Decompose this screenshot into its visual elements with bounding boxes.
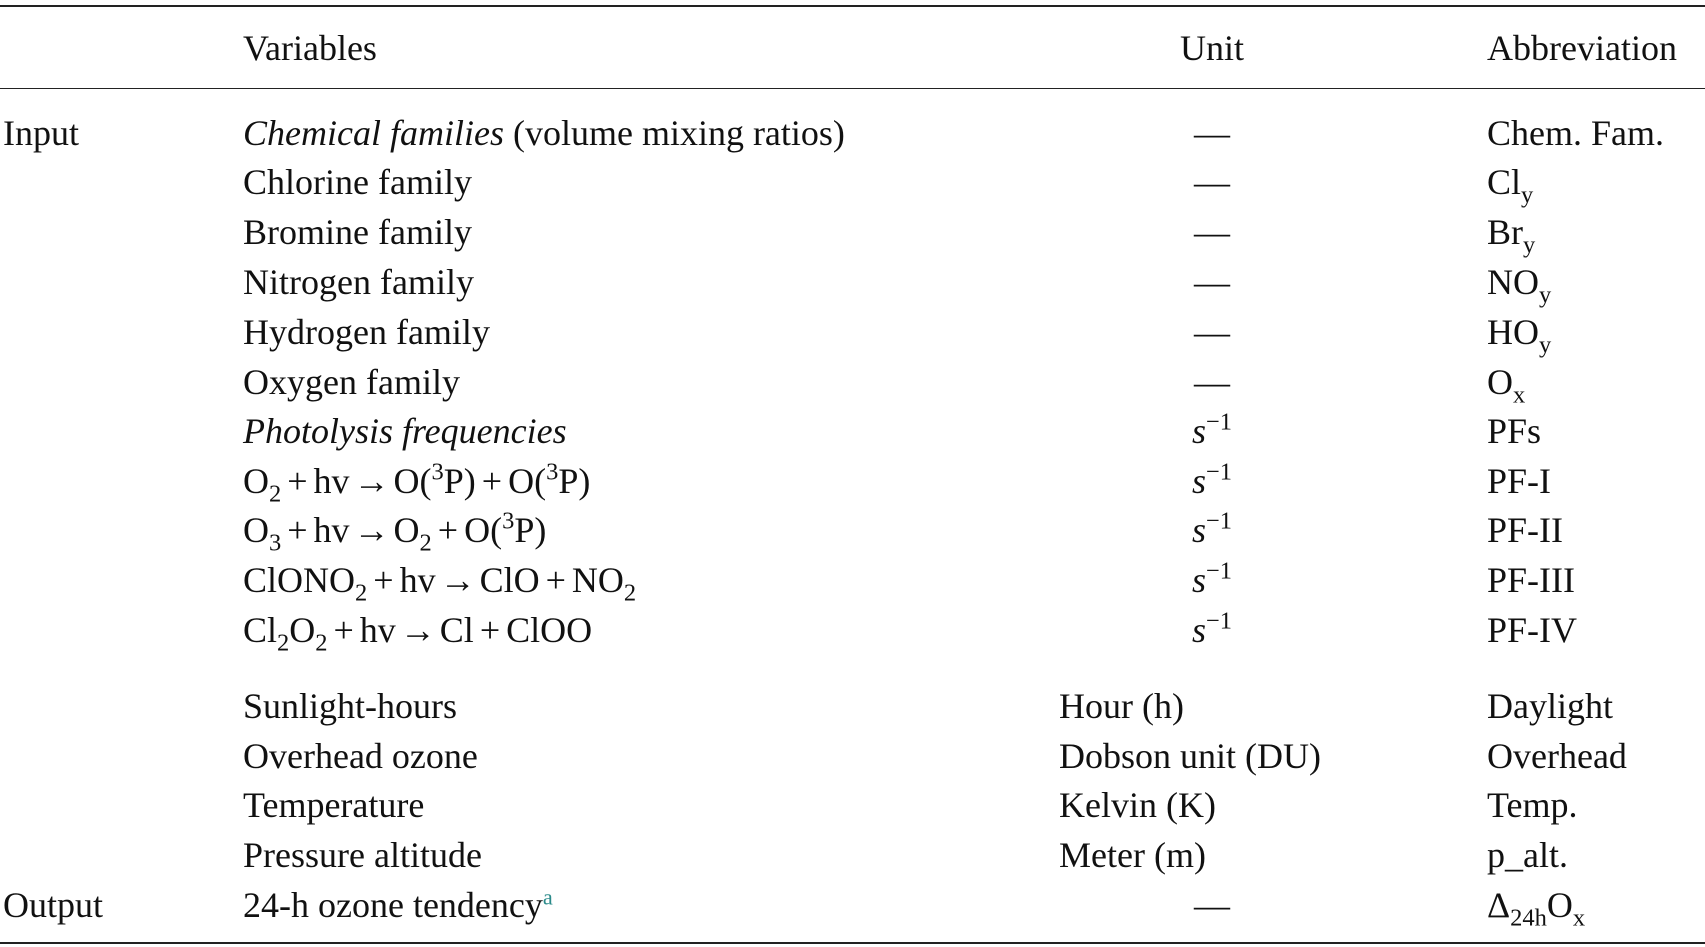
row-tendency-name: 24-h ozone tendency$^a$	[243, 884, 553, 925]
row-oxygen-unit: —	[1194, 362, 1230, 402]
section-output-label: Output	[3, 885, 104, 925]
row-temperature-unit: Kelvin (K)	[1059, 785, 1216, 825]
row-pf3-equation: ClONO$_2$ + hv → ClO + $NO_2$	[243, 560, 637, 607]
row-pf2-unit: $s^{-1}$	[1191, 507, 1233, 550]
row-photolysis-name: Photolysis frequencies	[243, 411, 567, 451]
row-bromine-name: Bromine family	[243, 212, 472, 252]
row-pf1-unit: $s^{-1}$	[1191, 458, 1233, 501]
bottom-rule	[0, 942, 1705, 944]
row-pf4-abbr: PF-IV	[1487, 610, 1578, 650]
row-nitrogen-abbr: $NO_y$	[1487, 262, 1552, 309]
row-nitrogen-unit: —	[1194, 262, 1230, 302]
header-unit: Unit	[1179, 28, 1245, 68]
row-pressure-abbr: p_alt.	[1487, 835, 1568, 875]
top-rule	[0, 5, 1705, 7]
row-pf2-equation: $O_3$ + hv → $O_2 + O(^3P)$	[243, 507, 547, 557]
row-chlorine-unit: —	[1194, 162, 1230, 202]
row-photolysis-unit: $s^{-1}$	[1191, 408, 1233, 451]
header-rule	[0, 88, 1705, 89]
row-sunlight-name: Sunlight-hours	[243, 686, 458, 726]
row-pressure-name: Pressure altitude	[243, 835, 482, 875]
header-abbreviation: Abbreviation	[1487, 28, 1677, 68]
row-nitrogen-name: Nitrogen family	[243, 262, 474, 302]
row-pressure-unit: Meter (m)	[1059, 835, 1206, 875]
row-chem-families-abbr: Chem. Fam.	[1487, 113, 1664, 153]
row-overhead-unit: Dobson unit (DU)	[1059, 736, 1321, 776]
row-tendency-abbr: $\Delta_{24h}O_x$	[1487, 885, 1586, 932]
row-pf2-abbr: PF-II	[1487, 510, 1564, 550]
row-pf3-unit: $s^{-1}$	[1191, 557, 1233, 600]
row-pf1-abbr: PF-I	[1487, 461, 1552, 501]
row-pf4-equation: $Cl_2O_2$ + hv → Cl + ClOO	[243, 610, 593, 657]
row-temperature-name: Temperature	[243, 785, 425, 825]
header-variables: Variables	[243, 28, 377, 68]
row-pf1-equation: $O_2$ + hv → O($^3$P) + O($^3$P)	[243, 458, 591, 508]
row-oxygen-name: Oxygen family	[243, 362, 460, 402]
row-oxygen-abbr: $O_x$	[1487, 362, 1526, 409]
row-temperature-abbr: Temp.	[1487, 785, 1578, 825]
row-photolysis-abbr: PFs	[1487, 411, 1542, 451]
row-chem-families-unit: —	[1194, 113, 1230, 153]
row-pf4-unit: $s^{-1}$	[1191, 607, 1233, 650]
footnote-marker[interactable]: a	[542, 884, 553, 910]
row-pf3-abbr: PF-III	[1487, 560, 1575, 600]
row-bromine-unit: —	[1194, 212, 1230, 252]
section-input-label: Input	[3, 113, 79, 153]
row-sunlight-abbr: Daylight	[1487, 686, 1613, 726]
row-overhead-abbr: Overhead	[1487, 736, 1627, 776]
row-chlorine-abbr: $Cl_y$	[1487, 162, 1534, 209]
row-tendency-unit: —	[1194, 885, 1230, 925]
row-hydrogen-unit: —	[1194, 312, 1230, 352]
row-chlorine-name: Chlorine family	[243, 162, 472, 202]
row-hydrogen-name: Hydrogen family	[243, 312, 490, 352]
row-overhead-name: Overhead ozone	[243, 736, 478, 776]
row-sunlight-unit: Hour (h)	[1059, 686, 1184, 726]
row-bromine-abbr: $Br_y$	[1487, 212, 1536, 259]
row-chem-families-name: Chemical families (volume mixing ratios)	[243, 113, 845, 153]
row-hydrogen-abbr: $HO_y$	[1487, 312, 1552, 359]
